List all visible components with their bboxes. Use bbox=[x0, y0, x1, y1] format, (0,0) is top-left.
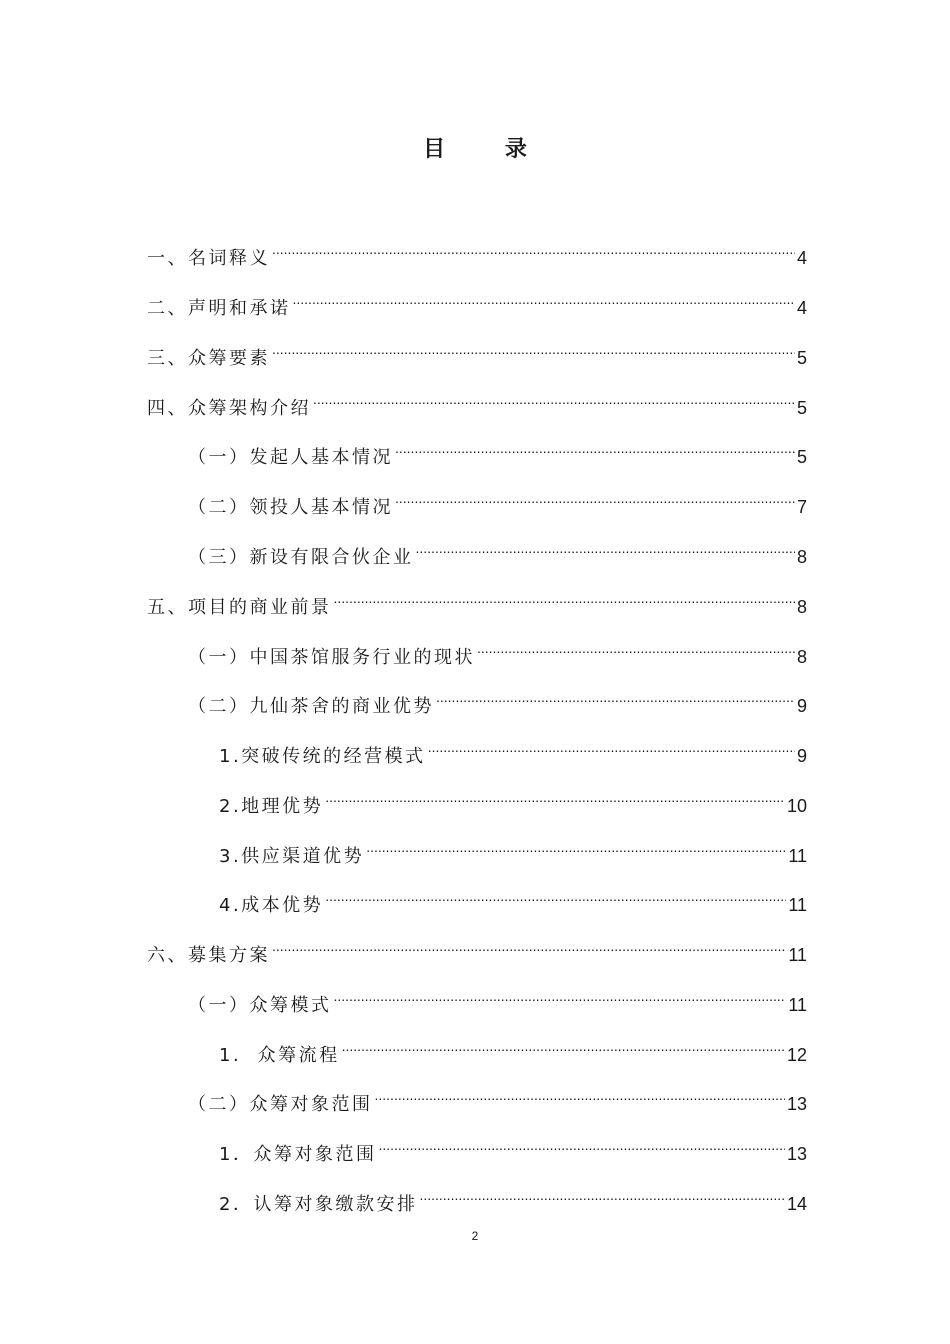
toc-entry[interactable] bbox=[147, 931, 807, 966]
toc-entry-page: 5 bbox=[796, 447, 807, 467]
toc-entry[interactable] bbox=[188, 633, 807, 668]
toc-entry[interactable] bbox=[219, 1031, 807, 1066]
toc-entry[interactable] bbox=[219, 732, 807, 767]
toc-entry-page: 4 bbox=[796, 248, 807, 268]
toc-entry-label: （二）九仙茶舍的商业优势 bbox=[188, 696, 434, 717]
dot-leader bbox=[272, 334, 795, 364]
toc-entry[interactable] bbox=[188, 483, 807, 518]
dot-leader bbox=[428, 732, 795, 762]
toc-entry[interactable] bbox=[147, 384, 807, 419]
toc-entry-page: 10 bbox=[786, 796, 807, 816]
toc-entry[interactable] bbox=[147, 284, 807, 319]
toc-entry-page: 9 bbox=[796, 746, 807, 766]
dot-leader bbox=[272, 931, 786, 961]
toc-entry-page: 11 bbox=[788, 846, 807, 866]
toc-entry-page: 11 bbox=[788, 995, 807, 1015]
toc-entry-page: 13 bbox=[786, 1094, 807, 1114]
dot-leader bbox=[366, 832, 786, 862]
dot-leader bbox=[416, 533, 795, 563]
toc-entry[interactable] bbox=[188, 682, 807, 717]
dot-leader bbox=[378, 1130, 785, 1160]
toc-entry-label: （二）众筹对象范围 bbox=[188, 1094, 373, 1115]
toc-entry-label: 四、众筹架构介绍 bbox=[147, 398, 311, 419]
toc-entry[interactable] bbox=[188, 433, 807, 468]
toc-entry-label: 二、声明和承诺 bbox=[147, 298, 291, 319]
toc-entry-label: （一）发起人基本情况 bbox=[188, 447, 393, 468]
toc-entry-label: （三）新设有限合伙企业 bbox=[188, 547, 414, 568]
toc-entry-page: 5 bbox=[796, 348, 807, 368]
toc-entry-label: 1. 众筹流程 bbox=[219, 1045, 340, 1066]
toc-entry[interactable] bbox=[219, 881, 807, 916]
toc-entry-page: 7 bbox=[796, 497, 807, 517]
toc-entry-page: 8 bbox=[796, 597, 807, 617]
toc-entry-label: （一）中国茶馆服务行业的现状 bbox=[188, 647, 475, 668]
toc-title: 目 录 bbox=[423, 137, 553, 162]
toc-entry-label: （二）领投人基本情况 bbox=[188, 497, 393, 518]
toc-entry-label: 4.成本优势 bbox=[219, 895, 324, 916]
dot-leader bbox=[325, 881, 786, 911]
toc-entry[interactable] bbox=[188, 1080, 807, 1115]
toc-entry-label: （一）众筹模式 bbox=[188, 995, 332, 1016]
toc-entry[interactable] bbox=[219, 782, 807, 817]
dot-leader bbox=[272, 234, 795, 264]
dot-leader bbox=[325, 782, 785, 812]
toc-entry[interactable] bbox=[147, 334, 807, 369]
dot-leader bbox=[395, 483, 795, 513]
toc-entry-page: 14 bbox=[786, 1194, 807, 1214]
toc-entry[interactable] bbox=[219, 1180, 807, 1215]
toc-entry-page: 4 bbox=[796, 298, 807, 318]
toc-entry-page: 13 bbox=[786, 1144, 807, 1164]
dot-leader bbox=[395, 433, 795, 463]
toc-entry-page: 11 bbox=[788, 945, 807, 965]
dot-leader bbox=[293, 284, 795, 314]
toc-entry[interactable] bbox=[147, 234, 807, 269]
toc-entry-label: 六、募集方案 bbox=[147, 945, 270, 966]
toc-entry-label: 3.供应渠道优势 bbox=[219, 846, 365, 867]
dot-leader bbox=[334, 583, 795, 613]
toc-entry[interactable] bbox=[147, 583, 807, 618]
toc-entry[interactable] bbox=[188, 981, 807, 1016]
dot-leader bbox=[419, 1180, 785, 1210]
toc-entry[interactable] bbox=[219, 832, 807, 867]
toc-entry-label: 三、众筹要素 bbox=[147, 348, 270, 369]
toc-entry-label: 一、名词释义 bbox=[147, 248, 270, 269]
toc-entry-page: 8 bbox=[796, 647, 807, 667]
toc-entry-label: 2.地理优势 bbox=[219, 796, 324, 817]
dot-leader bbox=[436, 682, 795, 712]
toc-entry-page: 11 bbox=[788, 895, 807, 915]
dot-leader bbox=[477, 633, 795, 663]
toc-entry-page: 9 bbox=[796, 696, 807, 716]
toc-entry[interactable] bbox=[188, 533, 807, 568]
toc-entry-label: 1．众筹对象范围 bbox=[219, 1144, 377, 1165]
toc-entry-page: 8 bbox=[796, 547, 807, 567]
toc-entry-label: 2．认筹对象缴款安排 bbox=[219, 1194, 418, 1215]
page-number: 2 bbox=[471, 1229, 479, 1243]
toc-entry-page: 5 bbox=[796, 398, 807, 418]
dot-leader bbox=[313, 384, 795, 414]
toc-entry[interactable] bbox=[219, 1130, 807, 1165]
toc-entry-label: 五、项目的商业前景 bbox=[147, 597, 332, 618]
toc-entry-label: 1.突破传统的经营模式 bbox=[219, 746, 426, 767]
dot-leader bbox=[342, 1031, 785, 1061]
dot-leader bbox=[375, 1080, 785, 1110]
toc-entry-page: 12 bbox=[786, 1045, 807, 1065]
dot-leader bbox=[334, 981, 787, 1011]
